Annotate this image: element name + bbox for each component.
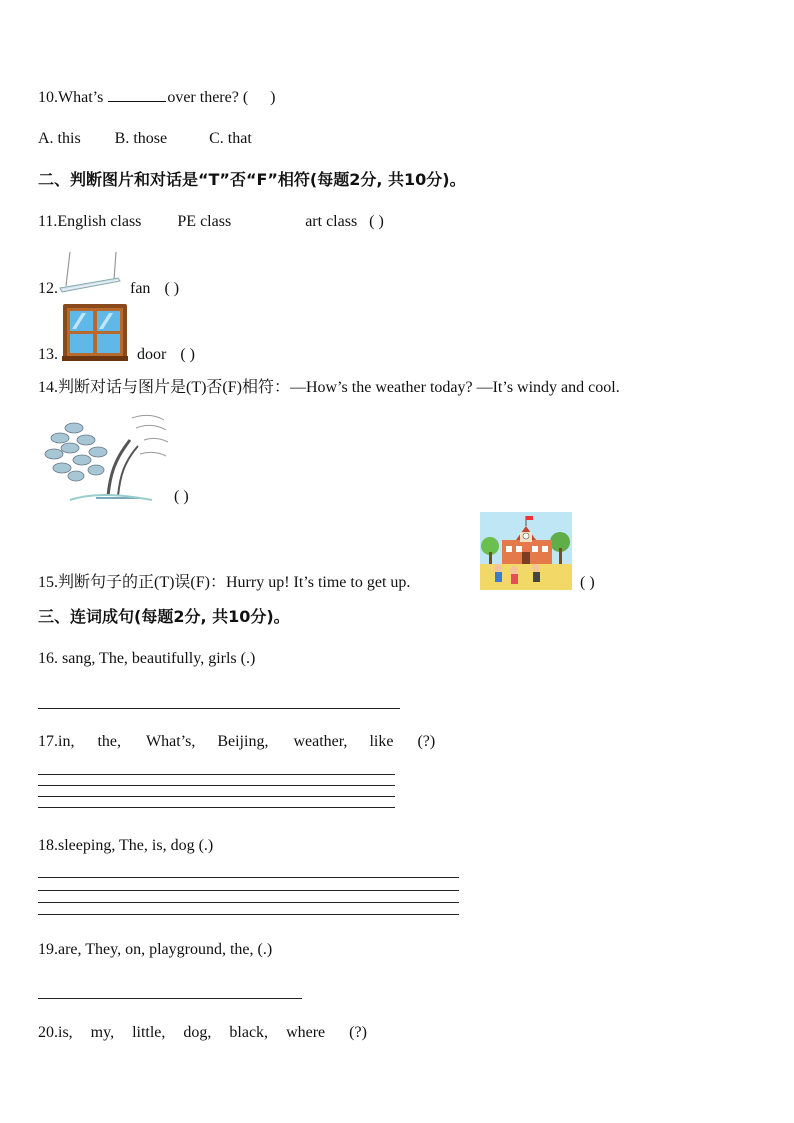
q13-number: 13. xyxy=(38,346,58,363)
q16-answer-line[interactable] xyxy=(38,708,400,709)
q11-item-art: art class xyxy=(305,213,358,230)
q10-stem-end: over there? ( xyxy=(167,89,249,106)
section2-title: 二、判断图片和对话是“T”否“F”相符(每题2分, 共10分)。 xyxy=(38,170,466,189)
q12-line xyxy=(130,279,179,299)
q17-word: like xyxy=(369,733,394,750)
q11-answer-paren[interactable]: ( ) xyxy=(369,213,384,230)
q19-text: 19.are, They, on, playground, the, (.) xyxy=(38,941,273,958)
q17-answer-line[interactable] xyxy=(38,774,395,775)
q10-stem-start: 10.What’s xyxy=(38,89,108,106)
q13-word: door xyxy=(137,346,167,363)
q20-word: dog, xyxy=(183,1024,212,1041)
q10-paren-close: ) xyxy=(270,89,276,106)
q14-answer-paren[interactable]: ( ) xyxy=(174,488,189,505)
q17-answer-line[interactable] xyxy=(38,807,395,808)
q15-text: 15.判断句子的正(T)误(F)：Hurry up! It’s time to get up. xyxy=(38,574,411,591)
q17-word: weather, xyxy=(293,733,348,750)
school-playground-icon xyxy=(480,512,572,590)
q20-word: 20.is, xyxy=(38,1024,73,1041)
q10-option-b[interactable]: B. those xyxy=(114,130,168,147)
q11-item-pe: PE class xyxy=(177,213,232,230)
q17-line xyxy=(38,732,435,752)
q20-word: where xyxy=(286,1024,326,1041)
q18-answer-line[interactable] xyxy=(38,914,459,915)
q12-word: fan xyxy=(130,280,151,297)
section3-title: 三、连词成句(每题2分, 共10分)。 xyxy=(38,607,290,626)
q17-word: Beijing, xyxy=(217,733,269,750)
q20-word: black, xyxy=(229,1024,269,1041)
q11-line xyxy=(38,212,384,232)
q19-answer-line[interactable] xyxy=(38,998,302,999)
q17-answer-line[interactable] xyxy=(38,796,395,797)
q13-answer-paren[interactable]: ( ) xyxy=(180,346,195,363)
q20-word: my, xyxy=(90,1024,115,1041)
q15-answer-paren[interactable]: ( ) xyxy=(580,574,595,591)
q10-answer-blank[interactable] xyxy=(108,87,166,102)
q17-word: 17.in, xyxy=(38,733,75,750)
fluorescent-lamp-icon xyxy=(58,250,122,294)
windy-tree-icon xyxy=(40,410,170,502)
q17-word: What’s, xyxy=(146,733,196,750)
window-icon xyxy=(62,303,128,361)
q10-option-c[interactable]: C. that xyxy=(209,130,252,147)
q14-text: 14.判断对话与图片是(T)否(F)相符：—How’s the weather today? —It’s windy and cool. xyxy=(38,379,620,396)
q17-answer-line[interactable] xyxy=(38,785,395,786)
q17-word: (?) xyxy=(417,733,436,750)
q18-answer-line[interactable] xyxy=(38,902,459,903)
q20-word: (?) xyxy=(349,1024,367,1041)
q10-options xyxy=(38,129,252,149)
q11-item-english: English class xyxy=(57,213,142,230)
q20-line xyxy=(38,1023,367,1043)
q18-answer-line[interactable] xyxy=(38,877,459,878)
q18-answer-line[interactable] xyxy=(38,890,459,891)
q10-option-a[interactable]: A. this xyxy=(38,130,81,147)
q11-number: 11. xyxy=(38,213,58,230)
q10-stem xyxy=(38,87,276,108)
q16-text: 16. sang, The, beautifully, girls (.) xyxy=(38,650,256,667)
q12-answer-paren[interactable]: ( ) xyxy=(164,280,180,297)
q12-number: 12. xyxy=(38,280,58,297)
q20-word: little, xyxy=(132,1024,166,1041)
q13-line xyxy=(137,345,195,365)
q18-text: 18.sleeping, The, is, dog (.) xyxy=(38,837,214,854)
q17-word: the, xyxy=(97,733,121,750)
